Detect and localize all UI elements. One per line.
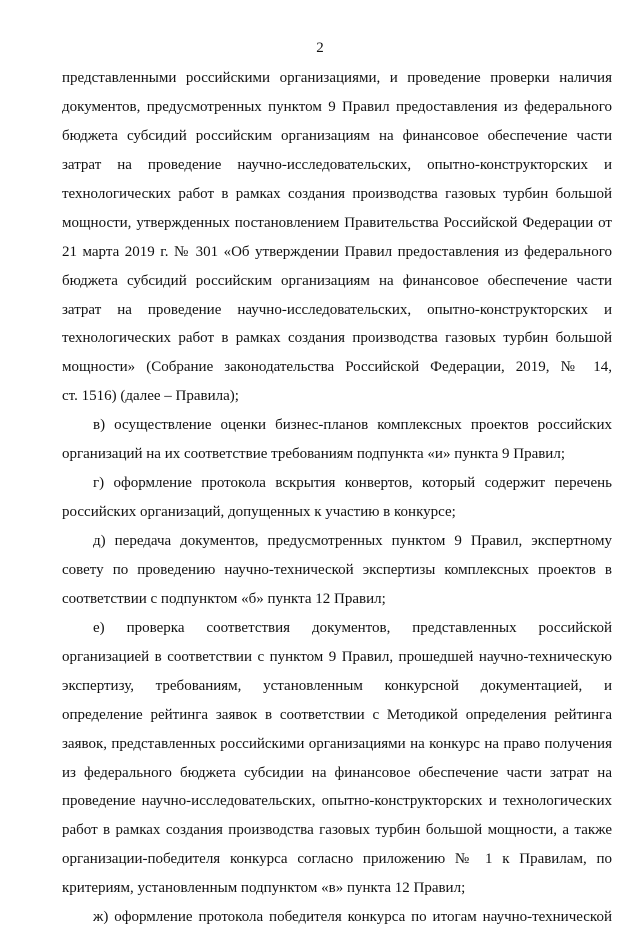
text-line: ж) оформление протокола победителя конкурса по итогам научно-технической <box>93 909 612 926</box>
text-line: критериям, установленным подпунктом «в» пункта 12 Правил; <box>62 880 466 897</box>
text-line: проведение научно-исследовательских, опытно-конструкторских и технологических <box>62 793 612 810</box>
text-line: документов, предусмотренных пунктом 9 Правил предоставления из федерального <box>62 98 612 115</box>
text-line: экспертизу, требованиям, установленным конкурсной документацией, и <box>62 677 612 694</box>
text-line: определение рейтинга заявок в соответствии с Методикой определения рейтинга <box>62 706 612 723</box>
text-line: бюджета субсидий российским организациям на финансовое обеспечение части <box>62 272 612 289</box>
text-line: в) осуществление оценки бизнес-планов комплексных проектов российских <box>93 417 612 434</box>
text-line: е) проверка соответствия документов, представленных российской <box>93 619 612 636</box>
text-line: организацией в соответствии с пунктом 9 Правил, прошедшей научно-техническую <box>62 648 612 665</box>
text-line: мощности, утвержденных постановлением Правительства Российской Федерации от <box>62 214 612 231</box>
text-line: представленными российскими организациями, и проведение проверки наличия <box>62 70 612 86</box>
text-line: заявок, представленных российскими организациями на конкурс на право получения <box>62 735 612 752</box>
text-line: организации-победителя конкурса согласно приложению № 1 к Правилам, по <box>62 851 612 868</box>
text-line: организаций на их соответствие требованиям подпункта «и» пункта 9 Правил; <box>62 446 565 463</box>
text-line: д) передача документов, предусмотренных пунктом 9 Правил, экспертному <box>93 533 612 549</box>
text-line: российских организаций, допущенных к участию в конкурсе; <box>62 504 456 521</box>
text-line: совету по проведению научно-технической экспертизы комплексных проектов в <box>62 561 612 578</box>
text-line: соответствии с подпунктом «б» пункта 12 Правил; <box>62 590 386 607</box>
document-body <box>62 64 612 932</box>
text-line: работ в рамках создания производства газовых турбин большой мощности, а также <box>62 822 612 839</box>
text-line: затрат на проведение научно-исследовательских, опытно-конструкторских и <box>62 301 612 318</box>
text-line: г) оформление протокола вскрытия конвертов, который содержит перечень <box>93 475 612 492</box>
page-number: 2 <box>316 40 324 56</box>
text-line: ст. 1516) (далее – Правила); <box>62 388 239 405</box>
text-line: технологических работ в рамках создания производства газовых турбин большой <box>62 185 612 202</box>
text-line: бюджета субсидий российским организациям на финансовое обеспечение части <box>62 127 612 144</box>
text-line: технологических работ в рамках создания производства газовых турбин большой <box>62 330 612 347</box>
text-line: из федерального бюджета субсидии на финансовое обеспечение части затрат на <box>62 764 612 781</box>
text-line: мощности» (Собрание законодательства Российской Федерации, 2019, № 14, <box>62 359 612 376</box>
text-line: 21 марта 2019 г. № 301 «Об утверждении Правил предоставления из федерального <box>62 243 612 260</box>
text-line: затрат на проведение научно-исследовательских, опытно-конструкторских и <box>62 156 612 173</box>
